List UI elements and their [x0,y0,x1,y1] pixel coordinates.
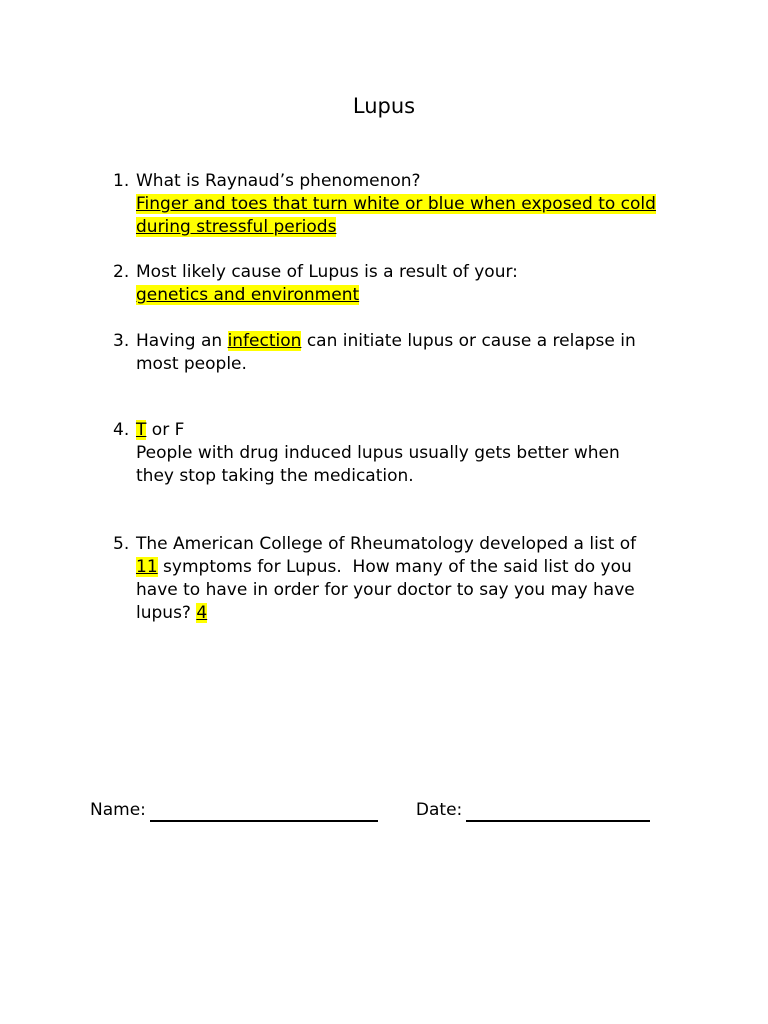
answer-highlight: genetics and environment [136,285,360,305]
question-text: symptoms for Lupus. How many of the said list do you [157,557,632,577]
question-1 [113,170,713,239]
question-number: 3. [113,331,130,351]
question-prompt: What is Raynaud’s phenomenon? [136,171,421,191]
answer-highlight: Finger and toes that turn white or blue when exposed to cold [136,194,656,214]
signature-footer [90,799,710,822]
question-text: they stop taking the medication. [136,466,414,486]
name-field[interactable] [150,802,378,822]
date-field[interactable] [466,802,650,822]
question-4 [113,419,713,488]
answer-highlight: during stressful periods [136,217,337,237]
question-text: or F [146,420,185,440]
page-title: Lupus [352,94,416,118]
question-number: 4. [113,420,130,440]
question-text: can initiate lupus or cause a relapse in [301,331,636,351]
question-number: 2. [113,262,130,282]
question-prompt: Most likely cause of Lupus is a result of your: [136,262,518,282]
question-text: The American College of Rheumatology developed a list of [136,534,637,554]
answer-highlight: T [136,420,147,440]
question-2 [113,261,713,307]
question-5 [113,533,713,625]
question-text: People with drug induced lupus usually gets better when [136,443,620,463]
question-text: Having an [136,331,228,351]
question-text: most people. [136,354,247,374]
answer-highlight: infection [227,331,302,351]
question-text: have to have in order for your doctor to say you may have [136,580,635,600]
answer-highlight: 11 [136,557,158,577]
answer-highlight: 4 [196,603,208,623]
question-text: lupus? [136,603,197,623]
question-number: 5. [113,534,130,554]
question-number: 1. [113,171,130,191]
name-label: Name: [90,800,146,820]
question-3 [113,330,713,376]
date-label: Date: [415,800,463,820]
